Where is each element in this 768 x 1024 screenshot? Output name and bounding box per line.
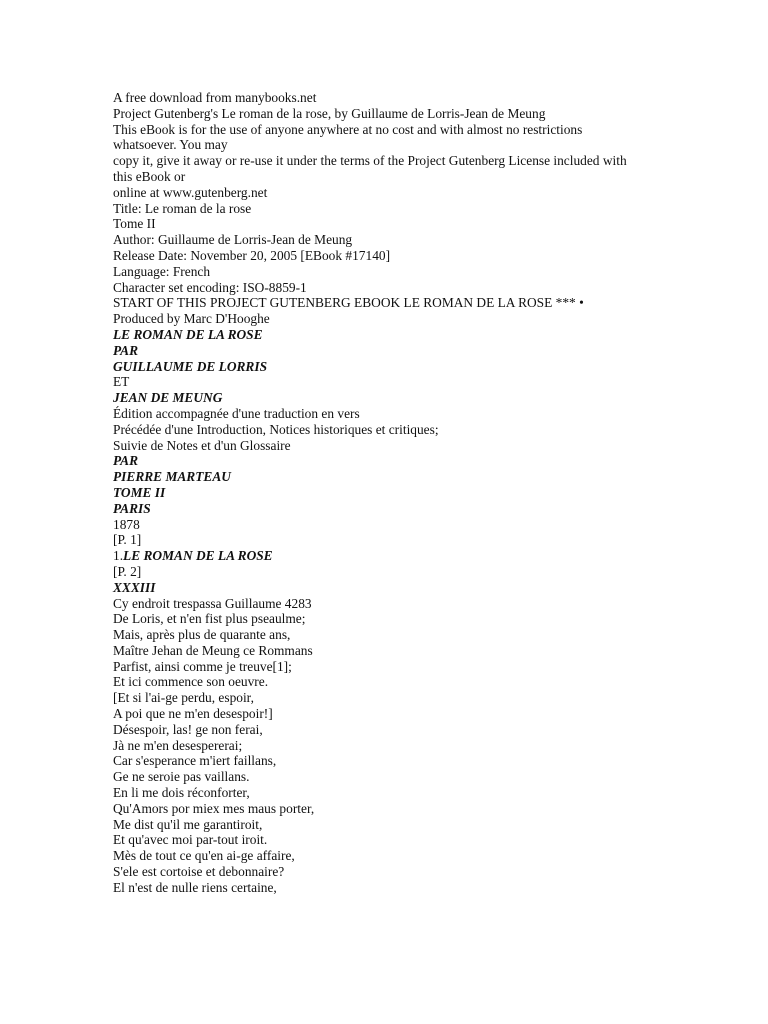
editor-name: PIERRE MARTEAU: [113, 469, 231, 485]
verse-line: Et ici commence son oeuvre.: [113, 674, 269, 690]
author-meung: JEAN DE MEUNG: [113, 390, 223, 406]
verse-line: Qu'Amors por miex mes maus porter,: [113, 800, 315, 816]
par-2: PAR: [113, 453, 139, 469]
verse-line: Car s'esperance m'iert faillans,: [113, 753, 277, 769]
par-1: PAR: [113, 342, 139, 358]
page-marker-1: [P. 1]: [113, 532, 142, 548]
meta-language: Language: French: [113, 263, 211, 279]
meta-tome: Tome II: [113, 216, 156, 232]
verse-line: Mès de tout ce qu'en ai-ge affaire,: [113, 848, 295, 864]
verse-line: El n'est de nulle riens certaine,: [113, 879, 277, 895]
verse-line: S'ele est cortoise et debonnaire?: [113, 864, 285, 880]
produced-by: Produced by Marc D'Hooghe: [113, 311, 270, 327]
license-line-3: copy it, give it away or re-use it under the terms of the Project Gutenberg License included with: [113, 153, 627, 169]
verse-line: Maître Jehan de Meung ce Rommans: [113, 642, 313, 658]
verse-line: Et qu'avec moi par-tout iroit.: [113, 832, 268, 848]
section-heading: [113, 548, 753, 564]
verse-line: Parfist, ainsi comme je treuve[1];: [113, 658, 292, 674]
start-marker: START OF THIS PROJECT GUTENBERG EBOOK LE ROMAN DE LA ROSE *** •: [113, 295, 584, 311]
verse-line: De Loris, et n'en fist plus pseaulme;: [113, 611, 306, 627]
meta-release-date: Release Date: November 20, 2005 [EBook #17140]: [113, 247, 391, 263]
meta-encoding: Character set encoding: ISO-8859-1: [113, 279, 307, 295]
verse-line: Mais, après plus de quarante ans,: [113, 627, 291, 643]
license-line-4: this eBook or: [113, 168, 186, 184]
year: 1878: [113, 516, 140, 532]
meta-author: Author: Guillaume de Lorris-Jean de Meung: [113, 232, 353, 248]
preceded-note: Précédée d'une Introduction, Notices historiques et critiques;: [113, 421, 439, 437]
meta-title: Title: Le roman de la rose: [113, 200, 252, 216]
chapter-number: XXXIII: [113, 579, 156, 595]
heading-title: LE ROMAN DE LA ROSE: [123, 548, 273, 564]
city: PARIS: [113, 500, 151, 516]
book-title: LE ROMAN DE LA ROSE: [113, 326, 263, 342]
ebook-page: [113, 90, 753, 896]
download-note: A free download from manybooks.net: [113, 90, 317, 105]
verse-line: Ge ne seroie pas vaillans.: [113, 769, 250, 785]
verse-line: Désespoir, las! ge non ferai,: [113, 721, 263, 737]
verse-line: [Et si l'ai-ge perdu, espoir,: [113, 690, 254, 706]
volume-label: TOME II: [113, 484, 166, 500]
verse-line: En li me dois réconforter,: [113, 785, 250, 801]
verse-line: Me dist qu'il me garantiroit,: [113, 816, 263, 832]
license-line-2: whatsoever. You may: [113, 137, 228, 153]
project-line: Project Gutenberg's Le roman de la rose, by Guillaume de Lorris-Jean de Meung: [113, 105, 546, 121]
edition-note: Édition accompagnée d'une traduction en vers: [113, 405, 360, 421]
verse-line: A poi que ne m'en desespoir!]: [113, 706, 273, 722]
heading-number: 1.: [113, 548, 124, 564]
et-conjunction: ET: [113, 374, 130, 390]
author-lorris: GUILLAUME DE LORRIS: [113, 358, 268, 374]
license-line-5: online at www.gutenberg.net: [113, 184, 268, 200]
verse-line: Cy endroit trespassa Guillaume 4283: [113, 595, 312, 611]
page-marker-2: [P. 2]: [113, 563, 142, 579]
license-line-1: This eBook is for the use of anyone anywhere at no cost and with almost no restrictions: [113, 121, 583, 137]
verse-line: Jà ne m'en desespererai;: [113, 737, 243, 753]
followed-note: Suivie de Notes et d'un Glossaire: [113, 437, 291, 453]
